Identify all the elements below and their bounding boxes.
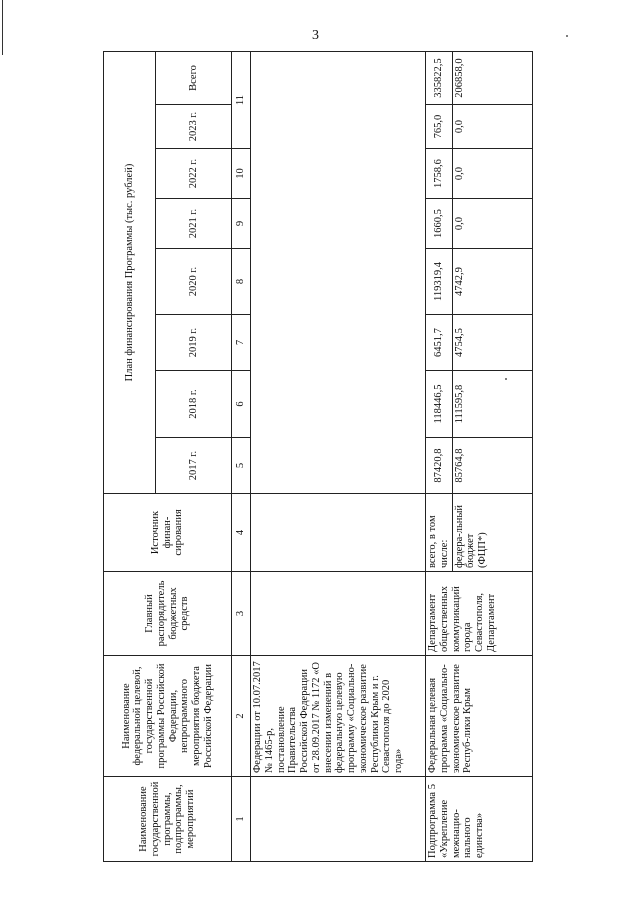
header-year: 2023 г.	[156, 105, 232, 149]
column-number: 10	[232, 149, 251, 199]
cell-value: 0,0	[452, 199, 532, 249]
column-number: 4	[232, 494, 251, 572]
header-year: 2017 г.	[156, 438, 232, 494]
header-federal-program: Наименование федеральной целевой, государственной программы Российской Федерации, непрограммного мероприятия бюджета Российской Федерации	[104, 656, 232, 777]
cell-empty	[251, 494, 426, 572]
margin-mark	[2, 0, 3, 55]
cell-federal-program: Федеральная целевая программа «Социально-экономическое развитие Респуб-лики Крым	[426, 656, 533, 777]
column-number: 5	[232, 438, 251, 494]
cell-source: всего, в том числе:	[426, 494, 453, 572]
header-plan: План финансирования Программы (тыс. рублей)	[104, 51, 156, 493]
cell-value: 1660,5	[426, 199, 453, 249]
column-number: 3	[232, 572, 251, 656]
header-year: 2022 г.	[156, 149, 232, 199]
column-number: 11	[232, 51, 251, 148]
financing-table	[103, 51, 533, 862]
header-year: 2019 г.	[156, 315, 232, 371]
cell-value: 119319,4	[426, 249, 453, 315]
cell-empty	[251, 777, 426, 862]
header-year: 2020 г.	[156, 249, 232, 315]
cell-empty	[251, 51, 426, 493]
cell-value: 6451,7	[426, 315, 453, 371]
column-number: 2	[232, 656, 251, 777]
cell-value: 85764,8	[452, 438, 532, 494]
page-number: 3	[312, 28, 319, 43]
header-year: 2021 г.	[156, 199, 232, 249]
column-number: 7	[232, 315, 251, 371]
cell-value: 87420,8	[426, 438, 453, 494]
header-year: 2018 г.	[156, 371, 232, 438]
cell-manager: Департамент общественных коммуникаций города Севастополя, Департамент	[426, 572, 533, 656]
cell-value: 118446,5	[426, 371, 453, 438]
cell-value: 765,0	[426, 105, 453, 149]
cell-value: 4742,9	[452, 249, 532, 315]
column-number: 1	[232, 777, 251, 862]
header-manager: Главный распорядитель бюджетных средств	[104, 572, 232, 656]
cell-value: 4754,5	[452, 315, 532, 371]
column-number: 6	[232, 371, 251, 438]
column-number: 9	[232, 199, 251, 249]
cell-value: 111595,8	[452, 371, 532, 438]
cell-value: 1758,6	[426, 149, 453, 199]
cell-value: 0,0	[452, 149, 532, 199]
cell-total: 206858,0	[452, 51, 532, 104]
cell-source: федера-льный бюджет (ФЦП*)	[452, 494, 532, 572]
cell-subprogram: Подпрограмма 5 «Укрепление межнацио-нального единства»	[426, 777, 533, 862]
cell-empty	[251, 572, 426, 656]
cell-value: 0,0	[452, 105, 532, 149]
column-number: 8	[232, 249, 251, 315]
cell-federal-program-continuation: Федерации от 10.07.2017 № 1465-р, постановление Правительства Российской Федерации от 28.09.2017 № 1172 «О внесении изменений в федеральную целевую программу «Социально-экономическое развитие Республики Крым и г. Севастополя до 2020 года»	[251, 656, 426, 777]
header-total: Всего	[156, 51, 232, 104]
table-row	[426, 51, 453, 861]
cell-total: 335822,5	[426, 51, 453, 104]
table-row	[251, 51, 426, 861]
header-program: Наименование государственной программы, подпрограммы, мероприятий	[104, 777, 232, 862]
header-source: Источник финан-сирования	[104, 494, 232, 572]
scan-speck	[566, 35, 568, 37]
rotated-table-wrapper	[103, 52, 525, 862]
